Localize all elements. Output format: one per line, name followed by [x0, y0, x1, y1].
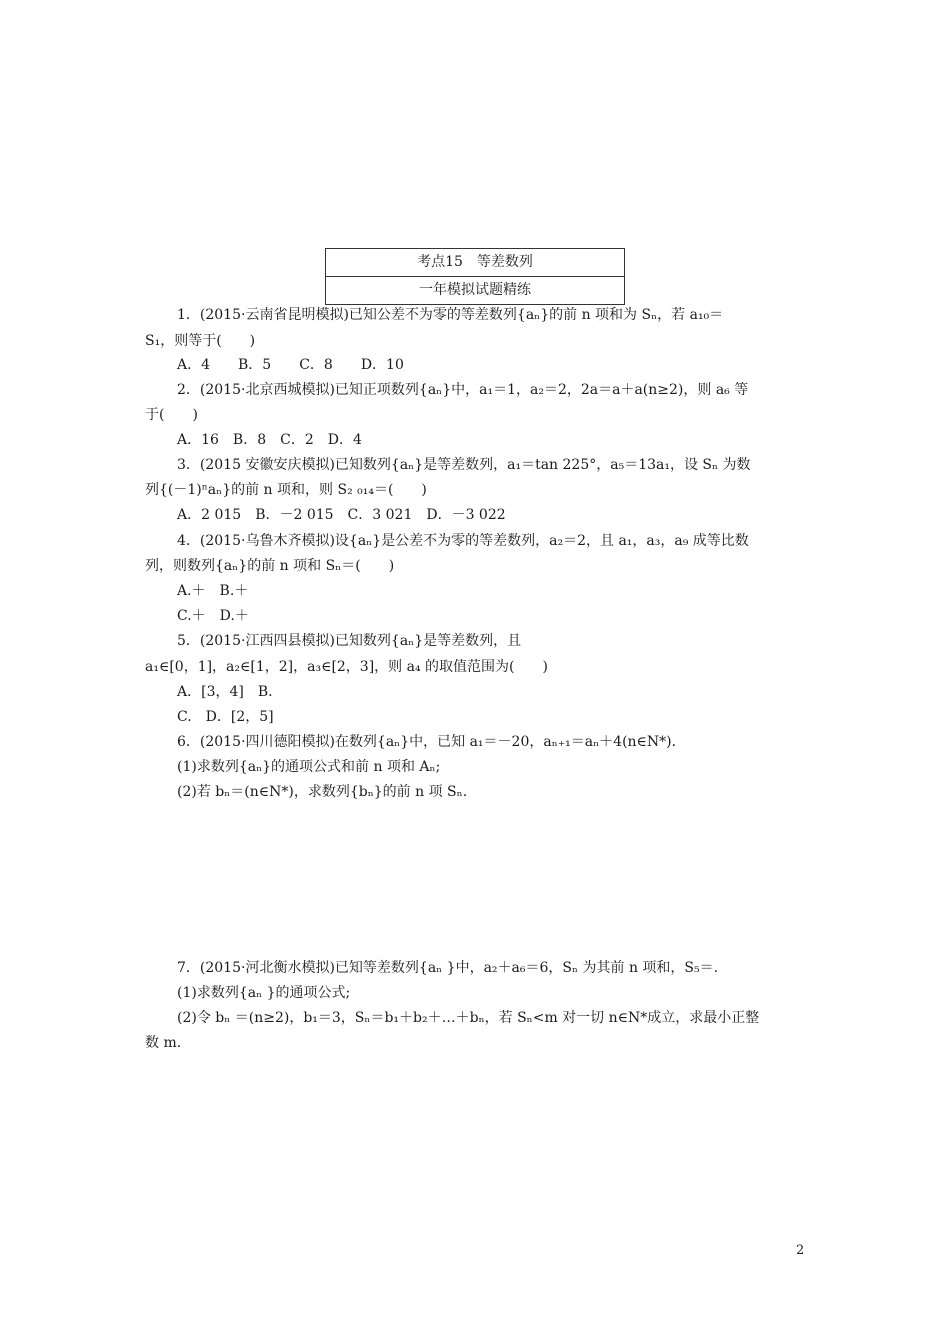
problem-1-line-1: 1．(2015·云南省昆明模拟)已知公差不为零的等差数列{aₙ}的前 n 项和为 Sₙ，若 a₁₀＝: [177, 307, 724, 323]
section-title: 考点15 等差数列: [417, 254, 533, 270]
problem-5-options-1: A．[3，4] B.: [177, 684, 273, 700]
problem-7-part-2a: (2)令 bₙ ＝(n≥2)，b₁＝3，Sₙ＝b₁＋b₂＋…＋bₙ，若 Sₙ<m 对一切 n∈N*成立，求最小正整: [177, 1010, 760, 1026]
problem-4-line-1: 4．(2015·乌鲁木齐模拟)设{aₙ}是公差不为零的等差数列，a₂＝2，且 a₁，a₃，a₉ 成等比数: [177, 533, 749, 549]
problem-3-line-2: 列{(－1)ⁿaₙ}的前 n 项和，则 S₂ ₀₁₄＝( ): [145, 482, 427, 498]
problem-1-line-2: S₁，则等于( ): [145, 333, 256, 349]
problem-2-line-1: 2．(2015·北京西城模拟)已知正项数列{aₙ}中，a₁＝1，a₂＝2，2a＝a＋a(n≥2)，则 a₆ 等: [177, 382, 749, 398]
problem-6-part-1: (1)求数列{aₙ}的通项公式和前 n 项和 Aₙ;: [177, 759, 441, 775]
problem-4-options-1: A.＋ B.＋: [177, 583, 249, 599]
problem-5-line-1: 5．(2015·江西四县模拟)已知数列{aₙ}是等差数列，且: [177, 633, 522, 649]
problem-7-line-1: 7．(2015·河北衡水模拟)已知等差数列{aₙ }中，a₂＋a₆＝6，Sₙ 为其前 n 项和，S₅＝.: [177, 960, 719, 976]
problem-5-options-2: C. D．[2，5]: [177, 709, 274, 725]
problem-2-options: A．16 B．8 C．2 D．4: [177, 432, 362, 448]
problem-4-line-2: 列，则数列{aₙ}的前 n 项和 Sₙ＝( ): [145, 558, 395, 574]
problem-4-options-2: C.＋ D.＋: [177, 608, 249, 624]
section-subtitle: 一年模拟试题精练: [326, 276, 624, 304]
problem-7-part-2b: 数 m.: [145, 1035, 182, 1051]
page-number: 2: [796, 1243, 805, 1258]
problem-6-part-2: (2)若 bₙ＝(n∈N*)，求数列{bₙ}的前 n 项 Sₙ.: [177, 784, 468, 800]
problem-1-options: A．4 B．5 C．8 D．10: [177, 357, 404, 373]
problem-7-part-1: (1)求数列{aₙ }的通项公式;: [177, 985, 351, 1001]
problem-3-line-1: 3．(2015 安徽安庆模拟)已知数列{aₙ}是等差数列，a₁＝tan 225°，a₅＝13a₁，设 Sₙ 为数: [177, 457, 751, 473]
problem-5-line-2: a₁∈[0，1]，a₂∈[1，2]，a₃∈[2，3]，则 a₄ 的取值范围为( ): [145, 659, 548, 675]
problem-3-options: A．2 015 B．－2 015 C．3 021 D．－3 022: [177, 507, 506, 523]
section-title-box: [325, 248, 625, 305]
problem-6-line-1: 6．(2015·四川德阳模拟)在数列{aₙ}中，已知 a₁＝－20，aₙ₊₁＝aₙ＋4(n∈N*)．: [177, 734, 686, 750]
problem-2-line-2: 于( ): [145, 407, 198, 423]
